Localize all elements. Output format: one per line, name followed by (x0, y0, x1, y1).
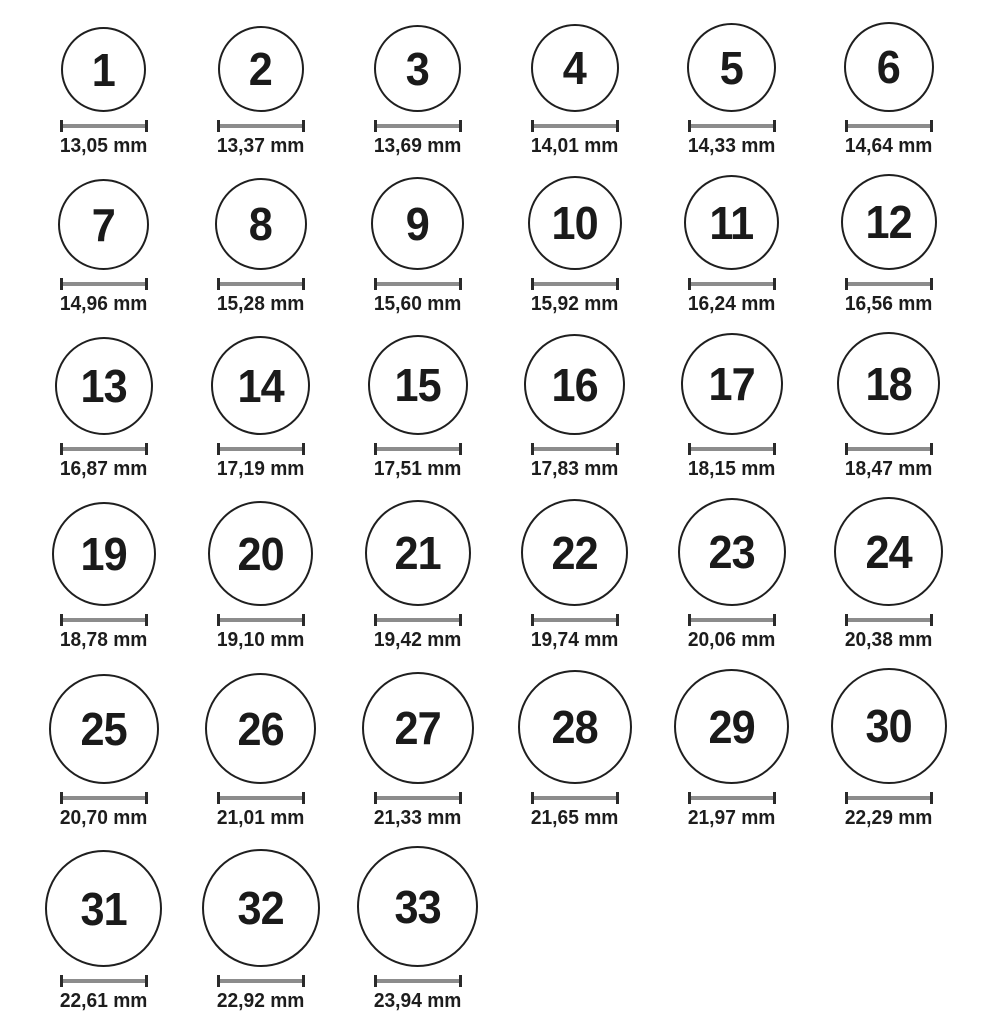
ring-size-item (810, 22, 967, 158)
ring-size-number: 1 (91, 43, 116, 96)
ring-size-item (653, 22, 810, 158)
diameter-measure-line (688, 443, 776, 455)
measure-bar (691, 447, 773, 451)
measure-tick-right-icon (773, 614, 776, 626)
measure-bar (534, 796, 616, 800)
diameter-label: 20,38 mm (844, 629, 933, 651)
measure-bar (63, 447, 145, 451)
ring-circle (205, 673, 316, 784)
measure-bar (377, 979, 459, 983)
ring-size-number: 23 (708, 526, 755, 578)
diameter-label: 20,70 mm (59, 807, 148, 829)
diameter-label: 16,24 mm (687, 293, 776, 315)
ring-size-number: 2 (248, 43, 273, 95)
ring-circle (55, 337, 153, 435)
diameter-measure-line (531, 120, 619, 132)
diameter-measure-line (374, 120, 462, 132)
ring-size-number: 20 (237, 527, 284, 580)
measure-bar (220, 618, 302, 622)
ring-size-number: 32 (237, 882, 284, 934)
ring-size-number: 7 (91, 198, 116, 251)
ring-circle (357, 846, 478, 967)
measure-tick-right-icon (459, 443, 462, 455)
ring-size-number: 15 (394, 359, 441, 411)
ring-circle (831, 668, 947, 784)
ring-size-number: 22 (551, 526, 598, 579)
ring-size-item (182, 174, 339, 316)
diameter-label: 21,97 mm (687, 807, 776, 829)
ring-size-item (496, 22, 653, 158)
ring-size-number: 19 (80, 528, 127, 580)
measure-bar (534, 447, 616, 451)
measure-tick-right-icon (773, 792, 776, 804)
diameter-measure-line (60, 120, 148, 132)
measure-bar (691, 124, 773, 128)
measure-bar (63, 124, 145, 128)
ring-circle (211, 336, 310, 435)
diameter-label: 18,15 mm (687, 458, 776, 480)
diameter-label: 19,74 mm (530, 629, 619, 651)
ring-circle (61, 27, 146, 112)
measure-tick-right-icon (773, 278, 776, 290)
diameter-measure-line (845, 120, 933, 132)
diameter-label: 18,47 mm (844, 458, 933, 480)
ring-size-item (339, 174, 496, 316)
diameter-measure-line (531, 278, 619, 290)
ring-size-number: 26 (237, 702, 284, 755)
ring-circle (684, 175, 779, 270)
ring-size-item (810, 332, 967, 481)
ring-circle (834, 497, 943, 606)
ring-circle (52, 502, 156, 606)
measure-tick-right-icon (145, 443, 148, 455)
ring-size-item (653, 497, 810, 652)
ring-circle (215, 178, 307, 270)
measure-tick-right-icon (930, 443, 933, 455)
ring-size-item (339, 497, 496, 652)
measure-tick-right-icon (302, 120, 305, 132)
ring-circle (524, 334, 625, 435)
measure-tick-right-icon (145, 120, 148, 132)
diameter-label: 20,06 mm (687, 629, 776, 651)
measure-bar (377, 447, 459, 451)
measure-bar (534, 618, 616, 622)
ring-size-item (182, 332, 339, 481)
measure-bar (63, 796, 145, 800)
ring-circle (531, 24, 619, 112)
diameter-label: 14,64 mm (844, 135, 933, 157)
diameter-label: 17,83 mm (530, 458, 619, 480)
measure-tick-right-icon (616, 614, 619, 626)
ring-size-number: 12 (865, 196, 912, 248)
measure-bar (691, 282, 773, 286)
measure-tick-right-icon (930, 614, 933, 626)
measure-tick-right-icon (930, 278, 933, 290)
ring-size-item (182, 846, 339, 1013)
measure-bar (220, 979, 302, 983)
diameter-measure-line (60, 443, 148, 455)
measure-bar (691, 618, 773, 622)
ring-size-number: 3 (405, 42, 430, 95)
diameter-measure-line (688, 792, 776, 804)
measure-bar (848, 282, 930, 286)
diameter-label: 13,37 mm (216, 135, 305, 157)
measure-bar (848, 796, 930, 800)
measure-bar (377, 282, 459, 286)
ring-size-item (182, 22, 339, 158)
ring-circle (521, 499, 628, 606)
ring-circle (49, 674, 159, 784)
ring-size-item (653, 332, 810, 481)
ring-size-item (810, 497, 967, 652)
diameter-measure-line (374, 975, 462, 987)
diameter-label: 17,19 mm (216, 458, 305, 480)
ring-size-number: 5 (719, 41, 744, 94)
measure-tick-right-icon (459, 614, 462, 626)
ring-circle (528, 176, 622, 270)
measure-tick-right-icon (459, 975, 462, 987)
diameter-measure-line (374, 278, 462, 290)
diameter-label: 21,33 mm (373, 807, 462, 829)
ring-size-number: 33 (394, 880, 441, 933)
ring-circle (208, 501, 313, 606)
ring-size-item (182, 668, 339, 830)
diameter-measure-line (217, 614, 305, 626)
measure-tick-right-icon (302, 614, 305, 626)
diameter-measure-line (845, 278, 933, 290)
ring-size-number: 4 (562, 42, 587, 94)
diameter-measure-line (845, 614, 933, 626)
diameter-measure-line (217, 975, 305, 987)
ring-size-number: 17 (708, 358, 755, 410)
ring-size-item (25, 846, 182, 1013)
diameter-label: 21,01 mm (216, 807, 305, 829)
ring-circle (371, 177, 464, 270)
diameter-label: 21,65 mm (530, 807, 619, 829)
ring-size-item (25, 174, 182, 316)
ring-circle (218, 26, 304, 112)
ring-size-item (25, 668, 182, 830)
measure-bar (220, 282, 302, 286)
ring-circle (844, 22, 934, 112)
ring-circle (45, 850, 162, 967)
measure-tick-right-icon (459, 792, 462, 804)
measure-bar (377, 124, 459, 128)
measure-bar (377, 618, 459, 622)
measure-tick-right-icon (302, 792, 305, 804)
diameter-label: 16,87 mm (59, 458, 148, 480)
measure-tick-right-icon (773, 443, 776, 455)
measure-tick-right-icon (616, 278, 619, 290)
diameter-label: 18,78 mm (59, 629, 148, 651)
diameter-measure-line (688, 614, 776, 626)
ring-size-item (810, 668, 967, 830)
ring-size-number: 25 (80, 703, 127, 755)
ring-size-item (653, 174, 810, 316)
ring-size-number: 28 (551, 701, 598, 753)
diameter-measure-line (60, 792, 148, 804)
measure-bar (220, 796, 302, 800)
ring-size-item (339, 668, 496, 830)
ring-size-item (339, 846, 496, 1013)
ring-size-number: 9 (405, 197, 430, 250)
measure-tick-right-icon (145, 792, 148, 804)
measure-bar (848, 447, 930, 451)
diameter-measure-line (845, 443, 933, 455)
diameter-measure-line (374, 443, 462, 455)
diameter-measure-line (374, 614, 462, 626)
measure-tick-right-icon (616, 120, 619, 132)
diameter-label: 13,05 mm (59, 135, 148, 157)
measure-tick-right-icon (459, 278, 462, 290)
diameter-label: 14,01 mm (530, 135, 619, 157)
ring-size-item (653, 668, 810, 830)
ring-size-number: 11 (709, 196, 754, 249)
ring-circle (674, 669, 789, 784)
diameter-label: 14,33 mm (687, 135, 776, 157)
diameter-measure-line (688, 278, 776, 290)
diameter-label: 15,92 mm (530, 293, 619, 315)
diameter-label: 15,28 mm (216, 293, 305, 315)
measure-bar (63, 979, 145, 983)
ring-size-item (496, 668, 653, 830)
measure-tick-right-icon (302, 975, 305, 987)
measure-tick-right-icon (930, 120, 933, 132)
measure-tick-right-icon (459, 120, 462, 132)
measure-tick-right-icon (145, 614, 148, 626)
measure-bar (63, 282, 145, 286)
diameter-label: 22,92 mm (216, 990, 305, 1012)
ring-size-item (25, 22, 182, 158)
measure-bar (691, 796, 773, 800)
diameter-measure-line (60, 278, 148, 290)
measure-bar (848, 618, 930, 622)
ring-circle (365, 500, 471, 606)
diameter-label: 19,10 mm (216, 629, 305, 651)
ring-size-item (25, 497, 182, 652)
measure-tick-right-icon (302, 278, 305, 290)
measure-bar (377, 796, 459, 800)
measure-tick-right-icon (145, 278, 148, 290)
ring-size-item (496, 332, 653, 481)
ring-circle (374, 25, 461, 112)
measure-tick-right-icon (145, 975, 148, 987)
ring-size-number: 13 (80, 360, 127, 412)
ring-size-number: 14 (237, 359, 284, 412)
diameter-measure-line (60, 975, 148, 987)
diameter-label: 22,61 mm (59, 990, 148, 1012)
diameter-label: 13,69 mm (373, 135, 462, 157)
ring-size-number: 29 (708, 700, 755, 753)
ring-size-number: 31 (80, 882, 127, 935)
measure-tick-right-icon (773, 120, 776, 132)
diameter-measure-line (217, 792, 305, 804)
ring-size-item (496, 497, 653, 652)
measure-tick-right-icon (930, 792, 933, 804)
ring-circle (58, 179, 149, 270)
ring-circle (841, 174, 937, 270)
measure-bar (534, 124, 616, 128)
ring-circle (368, 335, 468, 435)
ring-size-number: 8 (248, 198, 273, 250)
ring-circle (837, 332, 940, 435)
diameter-label: 16,56 mm (844, 293, 933, 315)
measure-bar (534, 282, 616, 286)
diameter-measure-line (217, 120, 305, 132)
diameter-label: 17,51 mm (373, 458, 462, 480)
diameter-label: 23,94 mm (373, 990, 462, 1012)
ring-circle (681, 333, 783, 435)
ring-circle (687, 23, 776, 112)
ring-size-number: 18 (865, 357, 912, 410)
measure-tick-right-icon (616, 792, 619, 804)
measure-bar (848, 124, 930, 128)
ring-size-item (339, 22, 496, 158)
diameter-measure-line (374, 792, 462, 804)
measure-bar (63, 618, 145, 622)
measure-bar (220, 447, 302, 451)
diameter-label: 14,96 mm (59, 293, 148, 315)
ring-size-item (496, 174, 653, 316)
measure-tick-right-icon (302, 443, 305, 455)
ring-circle (518, 670, 632, 784)
diameter-measure-line (845, 792, 933, 804)
ring-size-item (25, 332, 182, 481)
diameter-label: 22,29 mm (844, 807, 933, 829)
ring-size-item (182, 497, 339, 652)
ring-circle (202, 849, 320, 967)
ring-size-number: 24 (865, 525, 912, 578)
ring-size-number: 6 (876, 41, 901, 93)
ring-size-number: 21 (394, 527, 441, 579)
measure-bar (220, 124, 302, 128)
ring-circle (362, 672, 474, 784)
diameter-measure-line (531, 792, 619, 804)
ring-size-item (339, 332, 496, 481)
diameter-measure-line (217, 443, 305, 455)
diameter-label: 15,60 mm (373, 293, 462, 315)
ring-size-number: 27 (394, 702, 441, 754)
diameter-measure-line (531, 443, 619, 455)
ring-size-item (810, 174, 967, 316)
diameter-measure-line (217, 278, 305, 290)
ring-size-number: 16 (551, 358, 598, 411)
measure-tick-right-icon (616, 443, 619, 455)
ring-circle (678, 498, 786, 606)
diameter-measure-line (688, 120, 776, 132)
diameter-label: 19,42 mm (373, 629, 462, 651)
ring-size-number: 30 (865, 700, 912, 752)
diameter-measure-line (531, 614, 619, 626)
diameter-measure-line (60, 614, 148, 626)
ring-size-number: 10 (551, 197, 598, 249)
